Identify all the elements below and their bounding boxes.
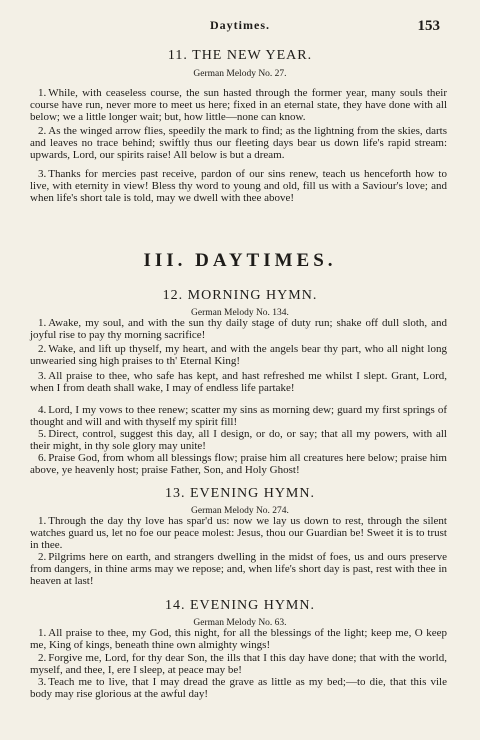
stanza-text: While, with ceaseless course, the sun hasted through the former year, many souls their course have run, never more to meet us here; fixed in an eternal state, they have done with all below; we a little longer wait; but, how little—none can know. (30, 87, 447, 124)
stanza (30, 125, 447, 162)
stanza (30, 87, 447, 124)
melody-reference: German Melody No. 134. (191, 308, 289, 318)
running-title: Daytimes. (210, 18, 270, 32)
stanza-text: Praise God, from whom all blessings flow; praise him all creatures here below; praise him above, ye heavenly host; praise Father, Son, and Holy Ghost! (30, 452, 447, 477)
stanza-text: Thanks for mercies past receive, pardon of our sins renew, teach us henceforth how to live, with eternity in view! Bless thy word to young and old, fill us with a Saviour's love; and when life's short tale is told, may we dwell with thee above! (30, 168, 447, 205)
stanza-number: 3. (38, 168, 47, 180)
stanza-number: 5. (38, 428, 47, 440)
stanza-text: Teach me to live, that I may dread the grave as little as my bed;—to die, that this vile body may rise glorious at the awful day! (30, 676, 447, 701)
stanza-text: Through the day thy love has spar'd us: now we lay us down to rest, through the silent watches guard us, let no foe our peace molest: Jesus, thou our Guardian be! Sweet it is to trust in thee. (30, 515, 447, 552)
stanza-text: Lord, I my vows to thee renew; scatter my sins as morning dew; guard my first springs of thought and will and with thyself my spirit fill! (30, 404, 447, 429)
stanza (30, 343, 447, 367)
stanza-number: 6. (38, 452, 47, 464)
stanza (30, 515, 447, 552)
hymn-title: 13. EVENING HYMN. (165, 486, 315, 501)
page-number: 153 (417, 18, 440, 34)
section-heading: III. DAYTIMES. (143, 250, 337, 271)
melody-reference: German Melody No. 27. (193, 69, 287, 79)
stanza (30, 168, 447, 205)
stanza-text: All praise to thee, who safe has kept, and hast refreshed me whilst I slept. Grant, Lord, when I from death shall wake, I may of endless life partake! (30, 370, 447, 395)
stanza-text: As the winged arrow flies, speedily the mark to find; as the lightning from the skies, darts and leaves no trace behind; swiftly thus our fleeting days bear us down life's rapid stream: upwards, Lord, our spirits raise! All below is but a dream. (30, 125, 447, 162)
stanza (30, 428, 447, 452)
stanza-number: 3. (38, 370, 47, 382)
stanza (30, 676, 447, 700)
stanza-number: 2. (38, 343, 47, 355)
stanza-number: 2. (38, 125, 47, 137)
stanza-text: Wake, and lift up thyself, my heart, and with the angels bear thy part, who all night long unwearied sing high praises to th' Eternal King! (30, 343, 447, 368)
stanza-number: 2. (38, 551, 47, 563)
running-head (24, 18, 456, 38)
stanza-number: 1. (38, 627, 47, 639)
melody-reference: German Melody No. 63. (193, 618, 287, 628)
stanza-number: 1. (38, 87, 47, 99)
stanza-number: 4. (38, 404, 47, 416)
stanza (30, 652, 447, 676)
stanza (30, 452, 447, 476)
stanza (30, 317, 447, 341)
stanza-number: 1. (38, 515, 47, 527)
stanza-number: 3. (38, 676, 47, 688)
stanza-number: 2. (38, 652, 47, 664)
melody-reference: German Melody No. 274. (191, 506, 289, 516)
stanza (30, 404, 447, 428)
hymn-title: 12. MORNING HYMN. (162, 288, 318, 303)
stanza-text: Awake, my soul, and with the sun thy daily stage of duty run; shake off dull sloth, and joyful rise to pay thy morning sacrifice! (30, 317, 447, 342)
stanza (30, 551, 447, 588)
stanza (30, 370, 447, 394)
hymn-title: 11. THE NEW YEAR. (167, 48, 313, 63)
stanza-number: 1. (38, 317, 47, 329)
stanza-text: Direct, control, suggest this day, all I design, or do, or say; that all my powers, with all their might, in thy sole glory may unite! (30, 428, 447, 453)
stanza-text: All praise to thee, my God, this night, for all the blessings of the light; keep me, O keep me, King of kings, beneath thine own almighty wings! (30, 627, 447, 652)
stanza (30, 627, 447, 651)
hymn-title: 14. EVENING HYMN. (165, 598, 315, 613)
stanza-text: Forgive me, Lord, for thy dear Son, the ills that I this day have done; that with the world, myself, and thee, I, ere I sleep, at peace may be! (30, 652, 447, 677)
stanza-text: Pilgrims here on earth, and strangers dwelling in the midst of foes, us and ours preserve from dangers, in thine arms may we repose; and, when life's short day is past, rest with thee in heaven at last! (30, 551, 447, 588)
